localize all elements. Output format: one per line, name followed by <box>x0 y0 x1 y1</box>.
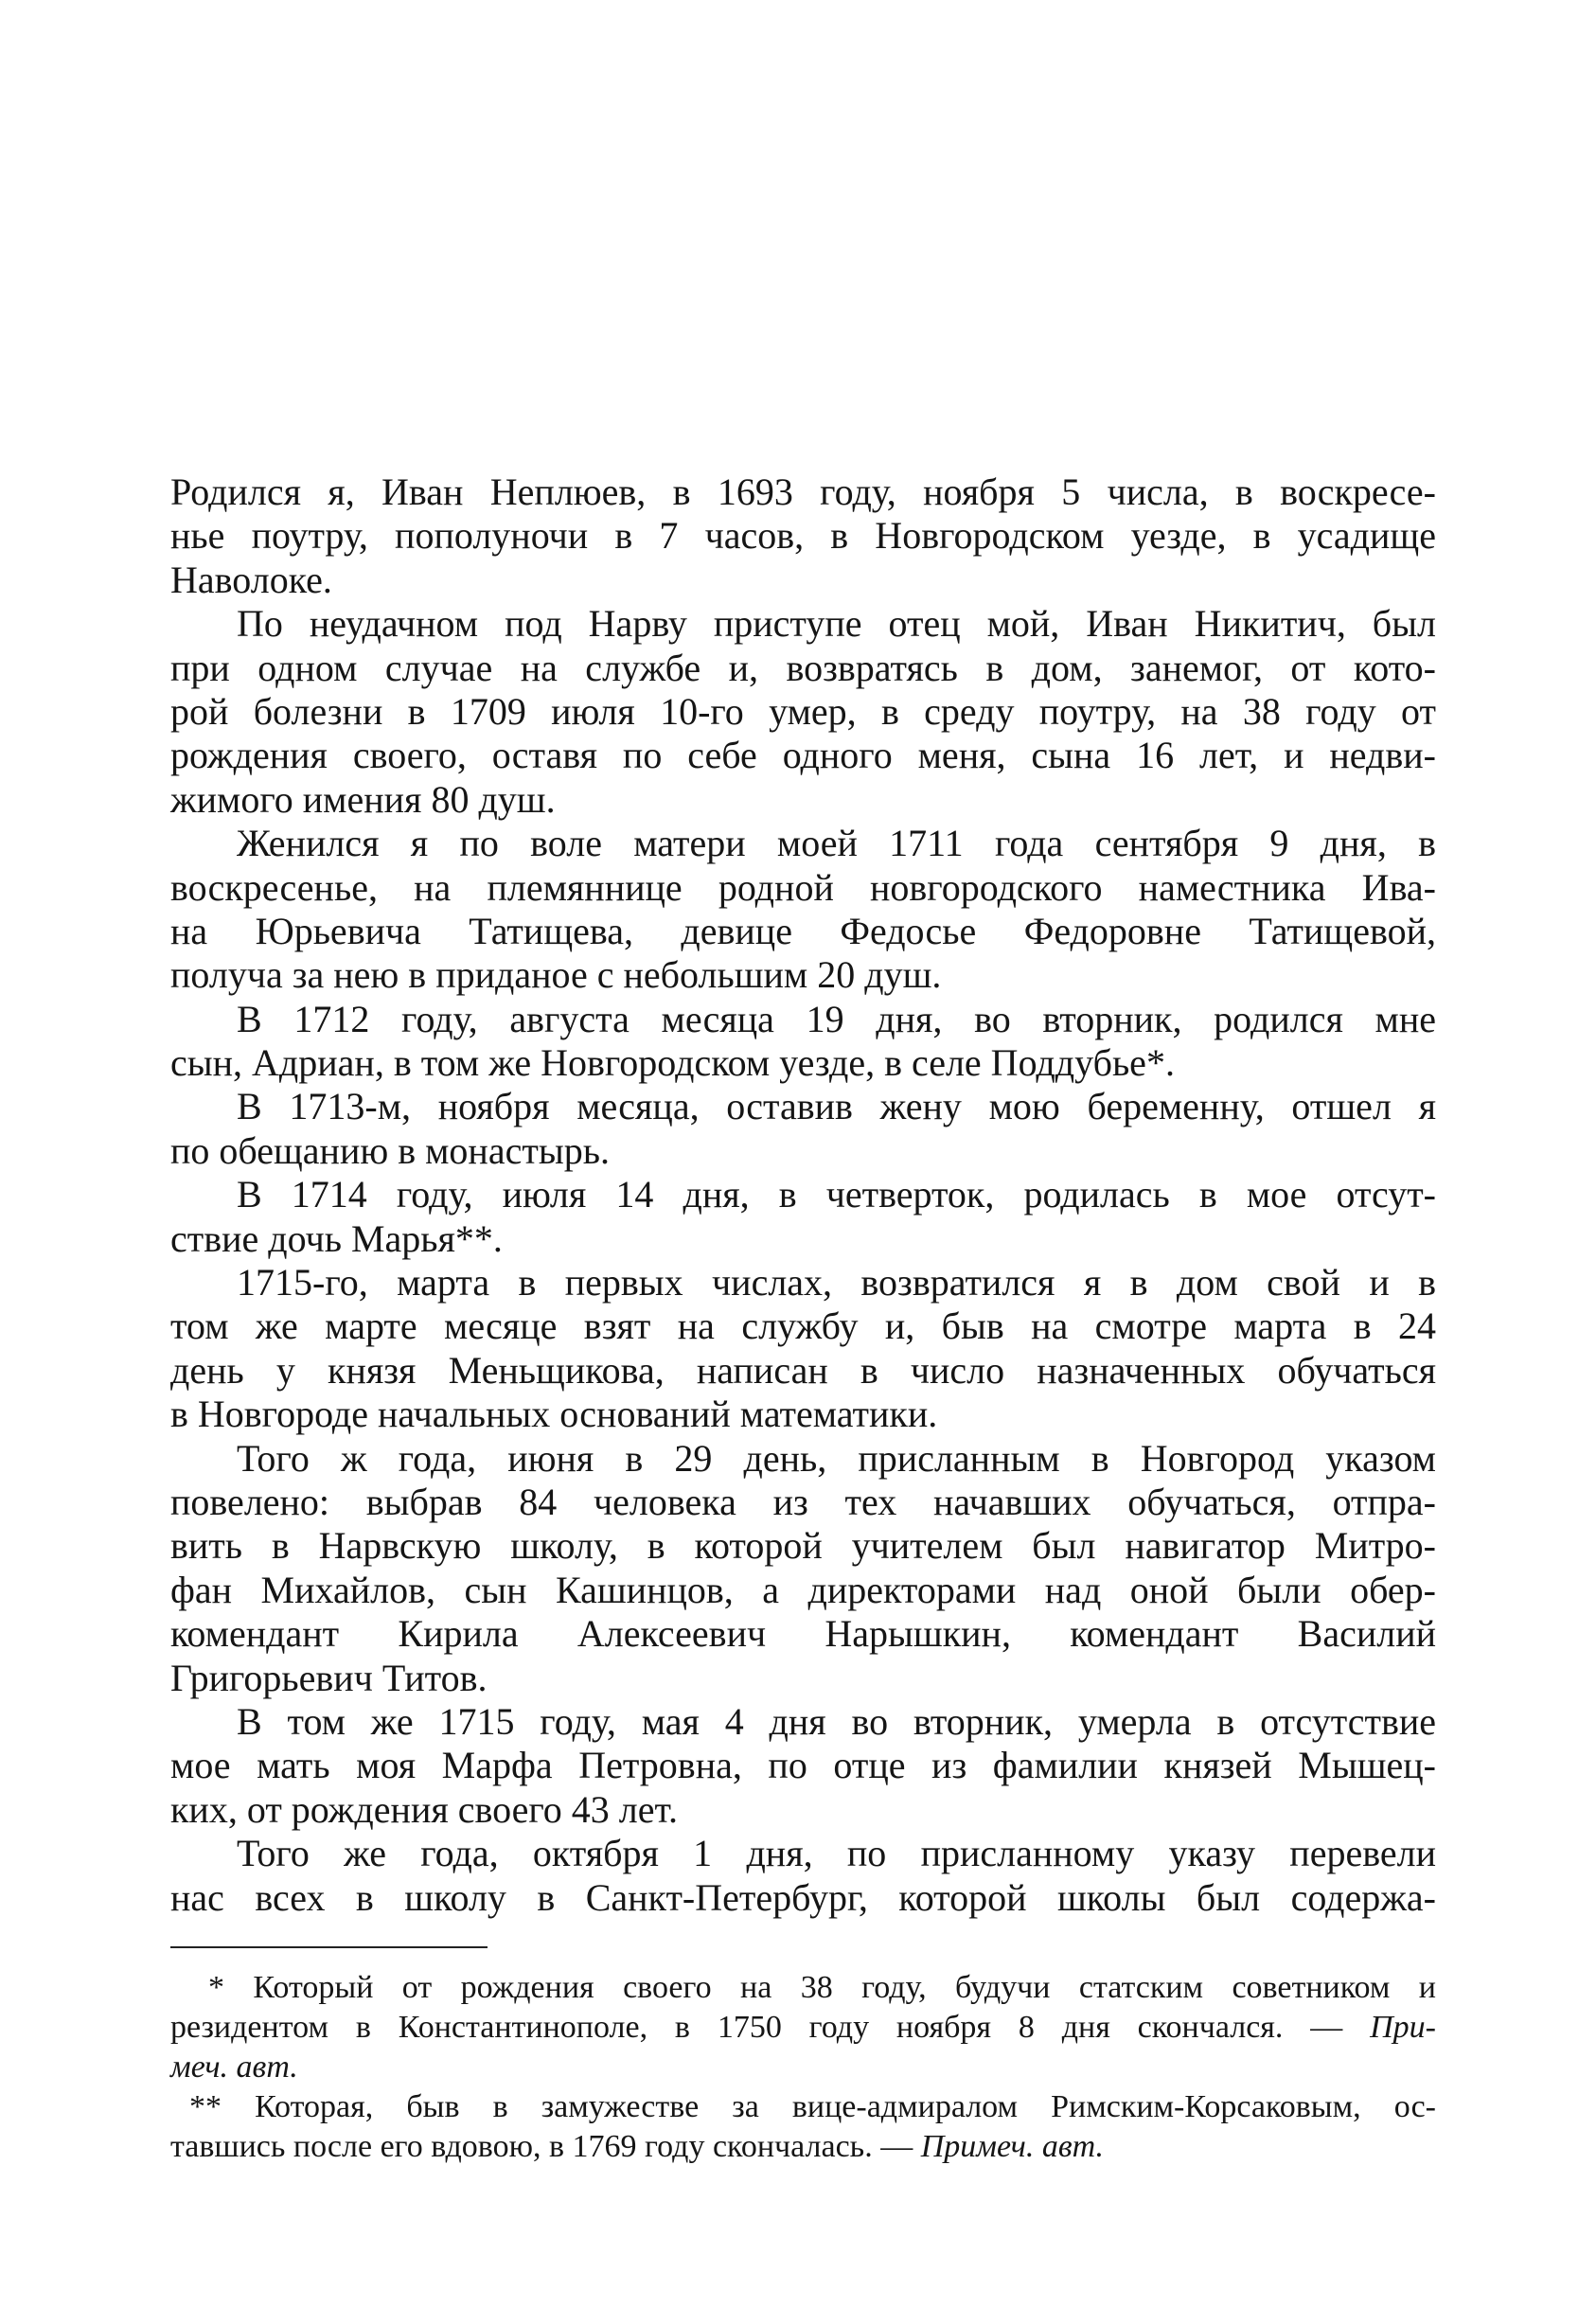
text-line: на Юрьевича Татищева, девице Федосье Федоровне Татищевой, <box>170 909 1436 952</box>
text-line: 1715-го, марта в первых числах, возвратился я в дом свой и в <box>237 1261 1436 1304</box>
text-line: Того ж года, июня в 29 день, присланным в Новгород указом <box>237 1436 1436 1480</box>
text-line: воскресенье, на племяннице родной новгородского наместника Ива- <box>170 865 1436 909</box>
footnote-text: резидентом в Константинополе, в 1750 году ноября 8 дня скончался. — <box>170 2010 1371 2045</box>
footnote-text: тавшись после его вдовою, в 1769 году скончалась. — <box>170 2129 921 2164</box>
text-line: Григорьевич Титов. <box>170 1656 488 1699</box>
footnote <box>170 1968 1436 2087</box>
main-text <box>170 470 1436 1920</box>
text-line: комендант Кирила Алексеевич Нарышкин, комендант Василий <box>170 1612 1436 1656</box>
text-line: В том же 1715 году, мая 4 дня во вторник, умерла в отсутствие <box>237 1699 1436 1743</box>
text-line: рождения своего, оставя по себе одного меня, сына 16 лет, и недви- <box>170 734 1436 777</box>
footnotes <box>170 1968 1436 2167</box>
paragraph <box>170 602 1436 822</box>
text-line: Наволоке. <box>170 558 332 601</box>
text-line: мое мать моя Марфа Петровна, по отце из фамилии князей Мышец- <box>170 1744 1436 1787</box>
text-line: фан Михайлов, сын Кашинцов, а директорами над оной были обер- <box>170 1568 1436 1611</box>
text-line: В 1714 году, июля 14 дня, в четверток, родилась в мое отсут- <box>237 1173 1436 1216</box>
footnote-line <box>170 1968 1436 2008</box>
text-line: ствие дочь Марья**. <box>170 1216 503 1260</box>
text-line: Того же года, октября 1 дня, по присланному указу перевели <box>237 1832 1436 1875</box>
footnote-attribution: Примеч. авт. <box>920 2129 1105 2164</box>
paragraph <box>170 822 1436 998</box>
text-line: в Новгороде начальных оснований математики. <box>170 1393 938 1436</box>
text-line: рой болезни в 1709 июля 10-го умер, в среду поутру, на 38 году от <box>170 689 1436 733</box>
text-line: нас всех в школу в Санкт-Петербург, которой школы был содержа- <box>170 1875 1436 1919</box>
footnote-line <box>170 2048 1436 2087</box>
text-line: нье поутру, пополуночи в 7 часов, в Новгородском уезде, в усадище <box>170 514 1436 558</box>
text-line: ких, от рождения своего 43 лет. <box>170 1787 678 1831</box>
footnote-attribution: меч. авт. <box>170 2050 298 2085</box>
footnote-line <box>170 2087 1436 2127</box>
paragraph <box>170 470 1436 602</box>
text-line: вить в Нарвскую школу, в которой учителем был навигатор Митро- <box>170 1524 1436 1568</box>
footnote-separator <box>170 1946 488 1948</box>
text-line: получа за нею в приданое с небольшим 20 душ. <box>170 953 942 997</box>
text-line: В 1713-м, ноября месяца, оставив жену мою беременну, отшел я <box>237 1085 1436 1128</box>
text-line: при одном случае на службе и, возвратясь в дом, занемог, от кото- <box>170 646 1436 689</box>
paragraph <box>170 1700 1436 1832</box>
paragraph <box>170 1085 1436 1173</box>
text-line: сын, Адриан, в том же Новгородском уезде, в селе Поддубье*. <box>170 1041 1175 1085</box>
footnote <box>170 2087 1436 2167</box>
text-line: том же марте месяце взят на службу и, быв на смотре марта в 24 <box>170 1304 1436 1348</box>
text-line: день у князя Меньщикова, написан в число назначенных обучаться <box>170 1348 1436 1392</box>
text-line: Женился я по воле матери моей 1711 года сентября 9 дня, в <box>237 822 1436 865</box>
footnote-text: * Который от рождения своего на 38 году, будучи статским советником и <box>208 1970 1436 2005</box>
text-line: повелено: выбрав 84 человека из тех начавших обучаться, отпра- <box>170 1480 1436 1523</box>
paragraph <box>170 998 1436 1086</box>
paragraph <box>170 1437 1436 1700</box>
paragraph <box>170 1173 1436 1261</box>
footnote-line <box>170 2008 1436 2048</box>
footnote-line <box>170 2127 1436 2167</box>
footnote-attribution: При- <box>1370 2010 1436 2045</box>
text-line: по обещанию в монастырь. <box>170 1128 610 1172</box>
paragraph <box>170 1261 1436 1437</box>
footnote-text: ** Которая, быв в замужестве за вице-адмиралом Римским-Корсаковым, ос- <box>189 2089 1436 2124</box>
paragraph <box>170 1832 1436 1920</box>
text-line: По неудачном под Нарву приступе отец мой, Иван Никитич, был <box>237 602 1436 646</box>
text-line: В 1712 году, августа месяца 19 дня, во вторник, родился мне <box>237 997 1436 1040</box>
text-line: Родился я, Иван Неплюев, в 1693 году, ноября 5 числа, в воскресе- <box>170 470 1436 513</box>
text-line: жимого имения 80 душ. <box>170 777 556 821</box>
